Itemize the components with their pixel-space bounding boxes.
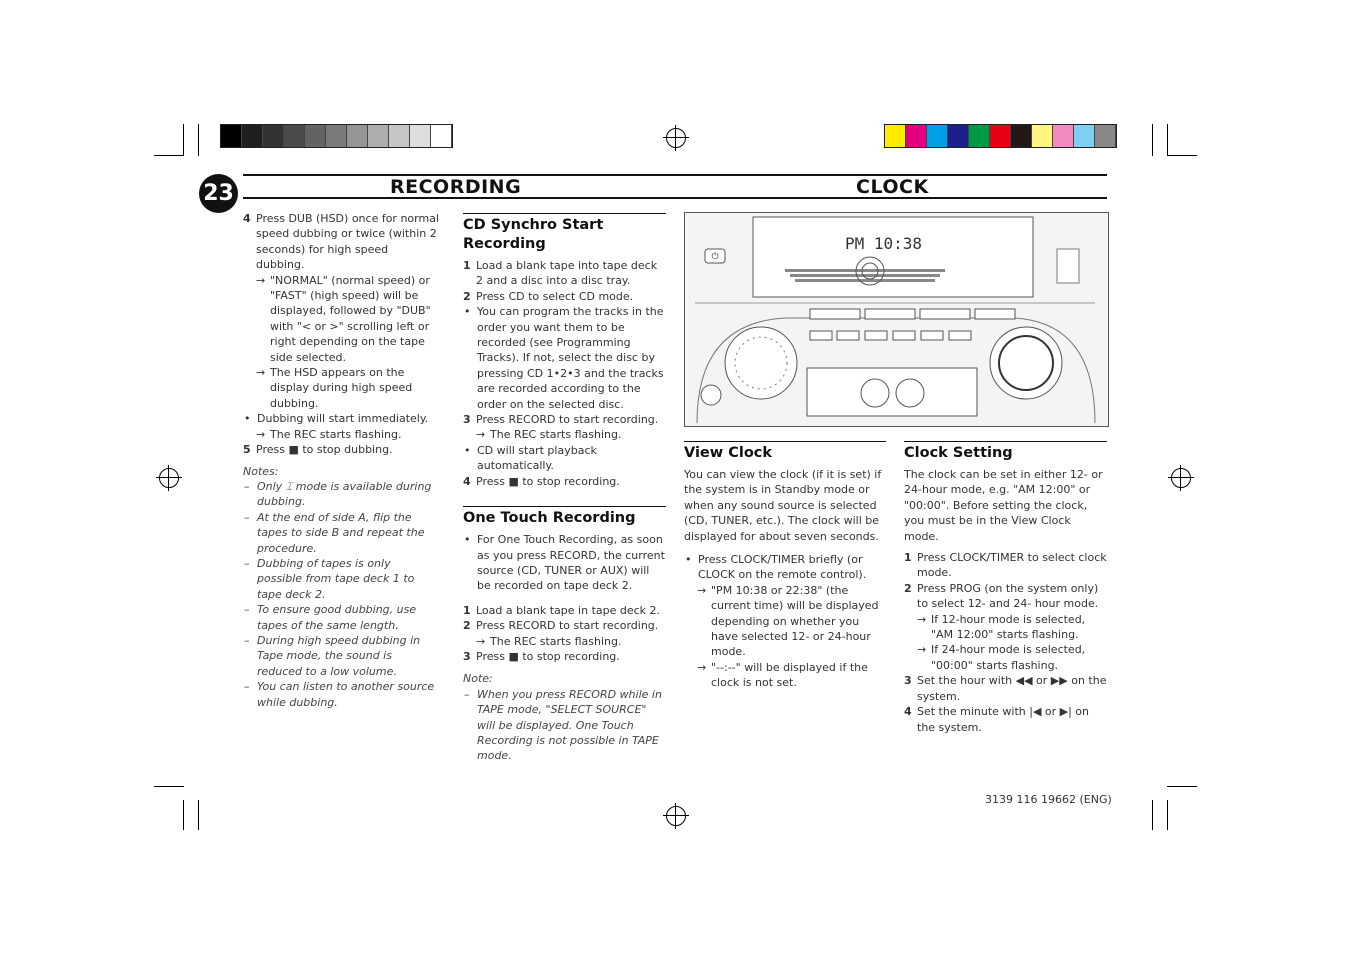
color-swatch [284, 125, 305, 147]
color-swatch [948, 125, 969, 147]
note-item: – At the end of side A, flip the tapes to side B and repeat the procedure. [243, 510, 439, 556]
note-item: – Dubbing of tapes is only possible from tape deck 1 to tape deck 2. [243, 556, 439, 602]
device-illustration [684, 212, 1109, 427]
note-text: You can listen to another source while dubbing. [257, 680, 435, 709]
bullet-text: Dubbing will start immediately. [257, 412, 429, 426]
crop-mark [1167, 124, 1168, 156]
crop-mark [198, 124, 199, 156]
registration-mark-icon [159, 468, 179, 488]
note-text: Only ⌶ mode is available during dubbing. [257, 479, 432, 509]
step-text: Press ■ to stop recording. [476, 474, 620, 488]
color-swatch [1053, 125, 1074, 147]
section-heading: View Clock [684, 441, 886, 463]
step-text: Load a blank tape into tape deck 2 and a disc into a disc tray. [476, 259, 658, 288]
step-text: Press CLOCK/TIMER to select clock mode. [917, 551, 1107, 580]
note-text: During high speed dubbing in Tape mode, the sound is reduced to a low volume. [257, 633, 421, 678]
color-swatch [885, 125, 906, 147]
color-swatch [347, 125, 368, 147]
crop-mark [1152, 124, 1153, 156]
svg-text:PM 10:38: PM 10:38 [845, 234, 923, 253]
step-text: Load a blank tape in tape deck 2. [476, 603, 661, 617]
section-title-clock: CLOCK [856, 176, 929, 198]
header-rule [243, 197, 1107, 199]
color-swatch [368, 125, 389, 147]
step-text: Set the hour with ◀◀ or ▶▶ on the system. [917, 674, 1107, 703]
result-text: The REC starts flashing. [490, 428, 622, 442]
note-title: Note: [463, 672, 493, 686]
header-rule [243, 174, 1107, 176]
crop-mark [198, 800, 199, 830]
color-swatch [431, 125, 452, 147]
svg-text:⏻: ⏻ [711, 252, 719, 262]
step-text: Set the minute with |◀ or ▶| on the system. [917, 705, 1090, 734]
registration-mark-icon [666, 806, 686, 826]
color-swatch [410, 125, 431, 147]
section-heading: Clock Setting [904, 441, 1107, 463]
section-heading: CD Synchro Start Recording [463, 213, 666, 254]
registration-mark-icon [666, 128, 686, 148]
step-text: Press CD to select CD mode. [476, 289, 634, 303]
grayscale-bar [220, 124, 453, 148]
color-swatch [990, 125, 1011, 147]
color-swatch [1032, 125, 1053, 147]
column-dubbing: 4 Press DUB (HSD) once for normal speed dubbing or twice (within 2 seconds) for high speed dubbing. → "NORMAL" (normal speed) or "FAST" (high speed) will be displayed, followed by "DUB" with "< or >" scrolling left or right depending on the tape side selected. → The HSD appears on the display during high speed dubbing. • Dubbing will start immediately. → The REC starts flashing. 5 Press ■ to stop dubbing. Notes: – Only ⌶ mode is available during dubbing. – At the end of side A, flip the tapes to side B and repeat the procedure. – Dubbing of tapes is only possible from tape deck 1 to tape deck 2. – To ensure good dubbing, use tapes of the same length. – During high speed dubbing in Tape mode, the sound is reduced to a low volume. – You can listen to another source while dubbing. [243, 212, 439, 709]
color-bar [884, 124, 1117, 148]
step-text: Press PROG (on the system only) to select 12- and 24- hour mode. [917, 581, 1099, 611]
column-cd-synchro: CD Synchro Start Recording 1 Load a blank tape into tape deck 2 and a disc into a disc tray. 2 Press CD to select CD mode. • You can program the tracks in the order you want them to be recorded (see Programming Tracks). If not, select the disc by pressing CD 1•2•3 and the tracks are recorded according to the order on the selected disc. 3 Press RECORD to start recording. → The REC starts flashing. • CD will start playback automatically. 4 Press ■ to stop recording. One Touch Recording • For One Touch Recording, as soon as you press RECORD, the current source (CD, TUNER or AUX) will be recorded on tape deck 2. 1 Load a blank tape in tape deck 2. 2 Press RECORD to start recording. → The REC starts flashing. 3 Press ■ to stop recording. Note: – When you press RECORD while in TAPE mode, "SELECT SOURCE" will be displayed. One Touch Recording is not possible in TAPE mode. [463, 213, 666, 764]
page-number: 23 [199, 174, 238, 213]
result-text: If 24-hour mode is selected, "00:00" starts flashing. [931, 643, 1086, 672]
result-text: If 12-hour mode is selected, "AM 12:00" starts flashing. [931, 612, 1086, 642]
color-swatch [927, 125, 948, 147]
crop-mark [154, 786, 184, 787]
color-swatch [1074, 125, 1095, 147]
result-text: The REC starts flashing. [270, 427, 402, 441]
color-swatch [389, 125, 410, 147]
color-swatch [263, 125, 284, 147]
color-swatch [221, 125, 242, 147]
result-text: "PM 10:38 or 22:38" (the current time) will be displayed depending on whether you have selected 12- or 24-hour mode. [711, 583, 879, 659]
step-text: Press ■ to stop recording. [476, 649, 620, 663]
bullet-text: Press CLOCK/TIMER briefly (or CLOCK on the remote control). [698, 553, 867, 582]
step-text: Press ■ to stop dubbing. [256, 443, 393, 457]
notes-list [243, 479, 439, 710]
note-text: Dubbing of tapes is only possible from tape deck 1 to tape deck 2. [257, 556, 415, 601]
step-text: Press RECORD to start recording. [476, 619, 659, 633]
mini-hifi-drawing [685, 213, 1108, 426]
intro-text: You can view the clock (if it is set) if the system is in Standby mode or when any sound source is selected (CD, TUNER, etc.). The clock will be displayed for about seven seconds. [684, 468, 882, 543]
note-item: – You can listen to another source while dubbing. [243, 679, 439, 710]
bullet-text: You can program the tracks in the order you want them to be recorded (see Programming Tracks). If not, select the disc by pressing CD 1•2•3 and the tracks are recorded according to the order on the selected disc. [477, 305, 664, 411]
note-text: At the end of side A, flip the tapes to side B and repeat the procedure. [257, 510, 425, 555]
step-text: Press DUB (HSD) once for normal speed dubbing or twice (within 2 seconds) for high speed dubbing. [256, 212, 439, 272]
note-item: – Only ⌶ mode is available during dubbing. [243, 479, 439, 510]
registration-mark-icon [1171, 468, 1191, 488]
result-text: The HSD appears on the display during high speed dubbing. [270, 366, 413, 410]
crop-mark [1167, 786, 1197, 787]
column-clock-setting: Clock Setting The clock can be set in either 12- or 24-hour mode, e.g. "AM 12:00" or "00:00". Before setting the clock, you must be in the View Clock mode. 1 Press CLOCK/TIMER to select clock mode. 2 Press PROG (on the system only) to select 12- and 24- hour mode. → If 12-hour mode is selected, "AM 12:00" starts flashing. → If 24-hour mode is selected, "00:00" starts flashing. 3 Set the hour with ◀◀ or ▶▶ on the system. 4 Set the minute with |◀ or ▶| on the system. [904, 441, 1107, 735]
document-code: 3139 116 19662 (ENG) [985, 793, 1112, 806]
crop-mark [154, 155, 184, 156]
color-swatch [305, 125, 326, 147]
section-title-recording: RECORDING [390, 176, 522, 198]
result-text: "NORMAL" (normal speed) or "FAST" (high speed) will be displayed, followed by "DUB" with "< or >" scrolling left or right depending on the tape side selected. [270, 273, 431, 364]
color-swatch [1011, 125, 1032, 147]
note-item: – During high speed dubbing in Tape mode, the sound is reduced to a low volume. [243, 633, 439, 679]
crop-mark [1167, 800, 1168, 830]
color-swatch [1095, 125, 1116, 147]
note-text: When you press RECORD while in TAPE mode, "SELECT SOURCE" will be displayed. One Touch Recording is not possible in TAPE mode. [477, 687, 662, 763]
notes-title: Notes: [243, 464, 279, 478]
crop-mark [183, 124, 184, 156]
crop-mark [1167, 155, 1197, 156]
color-swatch [906, 125, 927, 147]
result-text: The REC starts flashing. [490, 634, 622, 648]
crop-mark [1152, 800, 1153, 830]
note-item: – To ensure good dubbing, use tapes of the same length. [243, 602, 439, 633]
bullet-text: CD will start playback automatically. [477, 443, 597, 473]
bullet-text: For One Touch Recording, as soon as you press RECORD, the current source (CD, TUNER or AUX) will be recorded on tape deck 2. [477, 533, 665, 593]
intro-text: The clock can be set in either 12- or 24-hour mode, e.g. "AM 12:00" or "00:00". Before setting the clock, you must be in the View Clock mode. [904, 468, 1103, 543]
color-swatch [326, 125, 347, 147]
column-view-clock: View Clock You can view the clock (if it is set) if the system is in Standby mode or when any sound source is selected (CD, TUNER, etc.). The clock will be displayed for about seven seconds. • Press CLOCK/TIMER briefly (or CLOCK on the remote control). → "PM 10:38 or 22:38" (the current time) will be displayed depending on whether you have selected 12- or 24-hour mode. → "--:--" will be displayed if the clock is not set. [684, 441, 886, 691]
color-swatch [242, 125, 263, 147]
note-text: To ensure good dubbing, use tapes of the same length. [257, 603, 417, 632]
step-text: Press RECORD to start recording. [476, 413, 659, 427]
section-heading: One Touch Recording [463, 506, 666, 528]
crop-mark [183, 800, 184, 830]
result-text: "--:--" will be displayed if the clock is not set. [711, 660, 868, 690]
color-swatch [969, 125, 990, 147]
